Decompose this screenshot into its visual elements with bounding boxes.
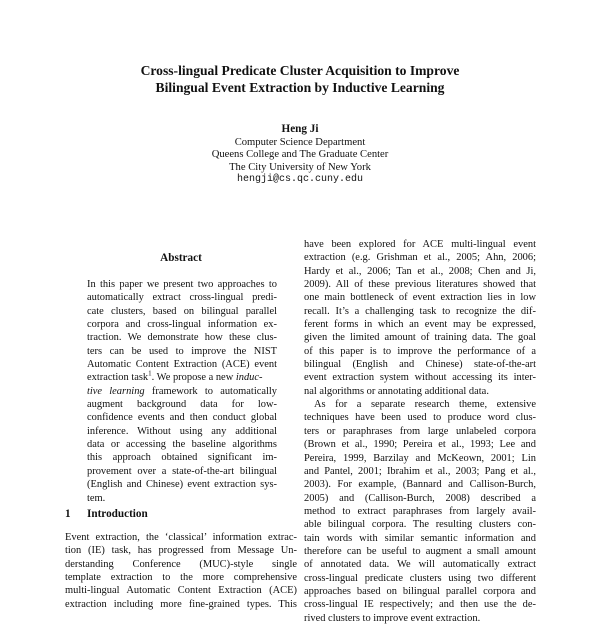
intro-line: Event extraction, the ‘classical’ information extrac-: [65, 532, 297, 543]
abstract-line: confidence events and then conduct global: [87, 412, 277, 424]
body-line: 2003). For example, (Bannard and Callison-Burch,: [304, 479, 536, 491]
abstract-line: In this paper we present two approaches to: [87, 279, 277, 290]
section-title: Introduction: [87, 508, 148, 520]
abstract-line: Automatic Content Extraction (ACE) event: [87, 359, 277, 371]
affiliation-line: The City University of New York: [229, 161, 371, 173]
abstract-line: automatically extract cross-lingual predi-: [87, 292, 277, 304]
body-line: Pereira, 1999, Barzilay and McKeown, 2001; Lin: [304, 452, 536, 464]
body-line: able bilingual corpora. The resulting clusters con-: [304, 519, 536, 531]
abstract-body: [87, 278, 277, 505]
body-line: recall. It’s a challenging task to recognize the dif-: [304, 305, 536, 317]
abstract-line: inference. Without using any additional: [87, 425, 277, 437]
body-line: event extraction system without accessing its inter-: [304, 372, 536, 384]
intro-line: tion (IE) task, has progressed from Message Un-: [65, 545, 297, 557]
abstract-italic-text: tive learning: [87, 385, 145, 397]
body-line: ferent forms in which an event may be expressed,: [304, 319, 536, 331]
title-line-1: Cross-lingual Predicate Cluster Acquisition to Improve: [140, 63, 460, 78]
body-line: rived clusters to improve event extraction.: [304, 612, 481, 624]
abstract-text: framework to automatically: [144, 385, 277, 397]
body-line: tain words with similar semantic information and: [304, 532, 536, 544]
abstract-line: traction. We demonstrate how these clus-: [87, 332, 277, 344]
abstract-line: augment background data for low-: [87, 399, 277, 411]
paper-title: [60, 62, 540, 96]
abstract-line: cate clusters, based on bilingual parallel: [87, 305, 277, 317]
body-line: Hardy et al., 2006; Tan et al., 2008; Chen and Ji,: [304, 265, 536, 277]
body-line: nal algorithms or annotating additional data.: [304, 385, 489, 397]
abstract-text: . We propose a new: [151, 372, 236, 384]
body-line: (Brown et al., 1990; Pereira et al., 1993; Lee and: [304, 439, 536, 451]
body-line: techniques have been used to produce word clus-: [304, 412, 536, 424]
affiliation-line: Computer Science Department: [234, 136, 366, 148]
title-line-2: Bilingual Event Extraction by Inductive Learning: [155, 80, 445, 95]
body-line: cross-lingual IE respectively; and then use the de-: [304, 599, 536, 611]
author-email[interactable]: hengji@cs.qc.cuny.edu: [236, 174, 364, 186]
intro-line: template extraction to the more comprehensive: [65, 572, 297, 584]
author-name: Heng Ji: [281, 123, 319, 135]
abstract-line: [87, 385, 277, 398]
abstract-line: ters can be used to improve the NIST: [87, 345, 277, 357]
intro-line: multi-lingual Automatic Content Extraction (ACE): [65, 585, 297, 597]
body-line: method to extract paraphrases from largely avail-: [304, 505, 536, 517]
abstract-line: corpora and cross-lingual information ex-: [87, 319, 277, 331]
body-line: bilingual (English and Chinese) state-of-the-art: [304, 359, 536, 371]
section-heading: [65, 508, 148, 520]
affiliation-line: Queens College and The Graduate Center: [211, 149, 389, 161]
abstract-line: data or accessing the baseline algorithms: [87, 439, 277, 451]
right-column: [304, 238, 536, 625]
abstract-text: extraction task: [87, 372, 149, 384]
body-line: and Pantel, 2001; Ibrahim et al., 2003; Pang et al.,: [304, 465, 536, 477]
abstract-line: tem.: [87, 492, 106, 504]
footnote-marker[interactable]: 1: [148, 369, 152, 378]
body-line: of annotated data. We will automatically extract: [304, 559, 536, 571]
body-line: As for a separate research theme, extensive: [314, 399, 536, 411]
body-line: 2005) and (Callison-Burch, 2008) described a: [304, 492, 536, 504]
section-number: 1: [65, 508, 71, 520]
body-line: one main bottleneck of event extraction lies in low: [304, 292, 536, 304]
abstract-heading: Abstract: [160, 252, 202, 264]
body-line: extraction (e.g. Grishman et al., 2005; Ahn, 2006;: [304, 252, 536, 264]
intro-line: extraction including more fine-grained types. This: [65, 598, 297, 610]
body-line: 2009). All of these previous literatures showed that: [304, 279, 536, 291]
body-line: given the limited amount of training data. The goal: [304, 332, 536, 344]
intro-line: derstanding Conference (MUC)-style single: [65, 558, 297, 570]
body-line: cross-lingual predicate clusters using two different: [304, 572, 536, 584]
abstract-line: [87, 371, 277, 384]
body-line: therefore can be useful to augment a small amount: [304, 545, 536, 557]
affiliation: [100, 137, 500, 175]
author-block: [100, 123, 500, 187]
body-line: ters or paraphrases from large unlabeled corpora: [304, 425, 536, 437]
body-line: of this paper is to improve the performance of a: [304, 345, 536, 357]
abstract-line: provement over a state-of-the-art bilingual: [87, 465, 277, 477]
abstract-line: (English and Chinese) event extraction sys-: [87, 479, 277, 491]
abstract-line: this approach obtained significant im-: [87, 452, 277, 464]
abstract-italic-text: induc-: [235, 372, 263, 384]
introduction-body: [65, 531, 297, 611]
body-line: have been explored for ACE multi-lingual event: [304, 239, 536, 250]
body-line: approaches based on bilingual parallel corpora and: [304, 585, 536, 597]
